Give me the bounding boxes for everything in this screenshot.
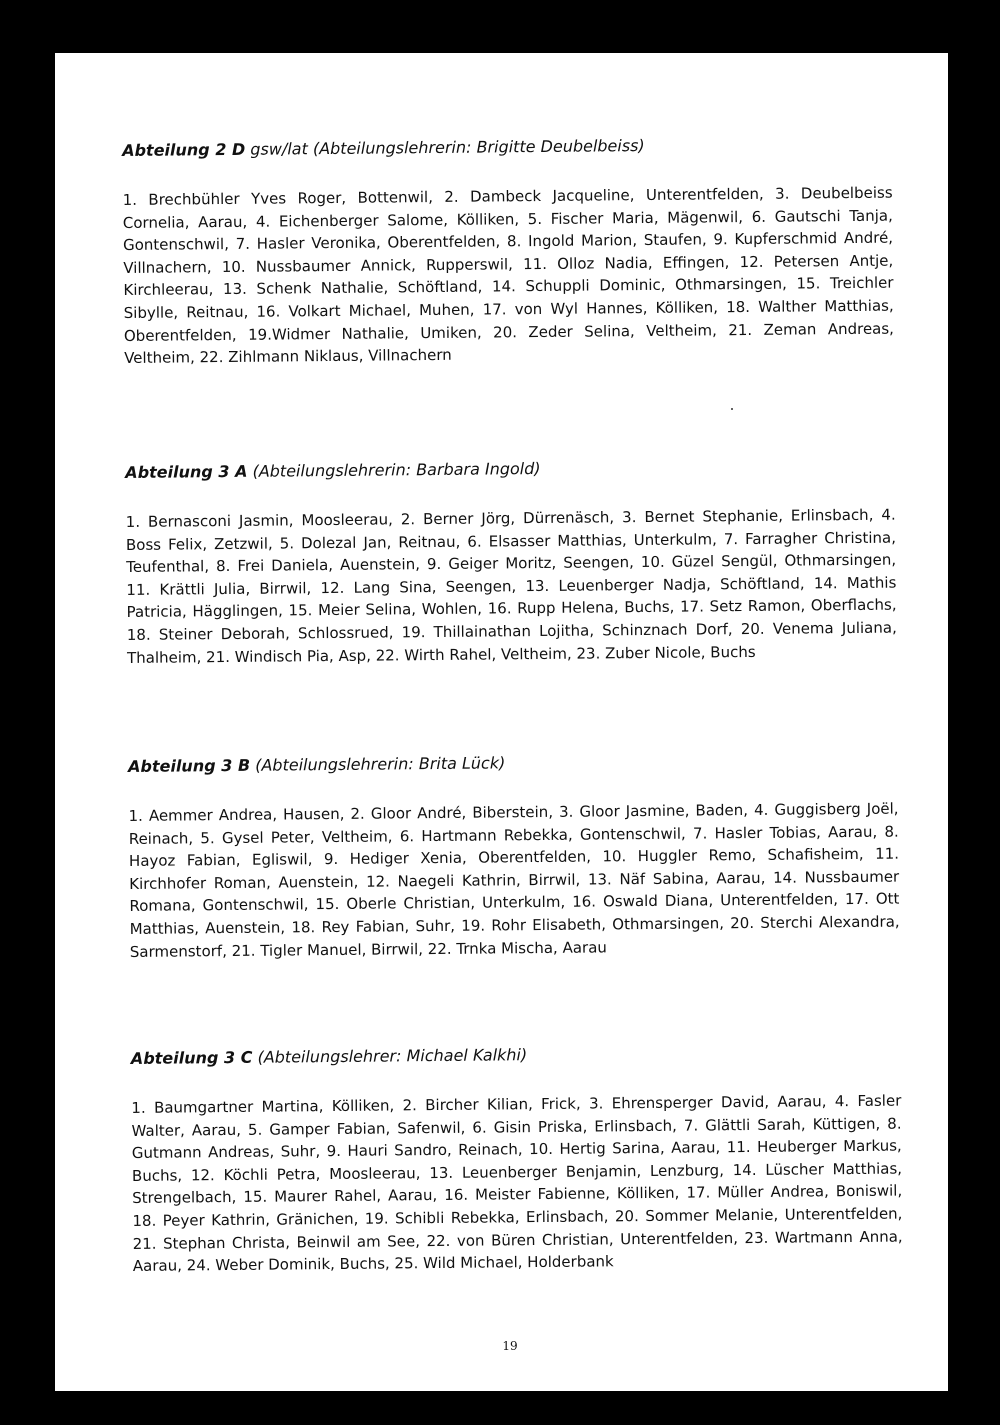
section-3a: [125, 455, 905, 667]
teacher-info: gsw/lat (Abteilungslehrerin: Brigitte Deubelbeiss): [245, 135, 645, 159]
section-heading: [122, 134, 902, 161]
department-label: Abteilung 2 D: [122, 139, 246, 160]
page-number: 19: [502, 1339, 518, 1353]
student-list: 1. Aemmer Andrea, Hausen, 2. Gloor André, Biberstein, 3. Gloor Jasmine, Baden, 4. Guggisberg Joël, Reinach, 5. Gysel Peter, Veltheim, 6. Hartmann Rebekka, Gontenschwil, 7. Hasler Tobias, Aarau, 8. Hayoz Fabian, Egliswil, 9. Hediger Xenia, Oberentfelden, 10. Huggler Remo, Schafisheim, 11. Kirchhofer Roman, Auenstein, 12. Naegeli Kathrin, Birrwil, 13. Näf Sabina, Aarau, 14. Nussbaumer Romana, Gontenschwil, 15. Oberle Christian, Unterkulm, 16. Oswald Diana, Unterentfelden, 17. Ott Matthias, Auenstein, 18. Rey Fabian, Suhr, 19. Rohr Elisabeth, Othmarsingen, 20. Sterchi Alexandra, Sarmenstorf, 21. Tigler Manuel, Birrwil, 22. Trnka Mischa, Aarau: [128, 799, 900, 961]
section-heading: [128, 749, 908, 776]
teacher-info: (Abteilungslehrerin: Barbara Ingold): [247, 458, 541, 481]
page-content: [122, 126, 903, 1276]
stray-dot: [731, 408, 733, 410]
department-label: Abteilung 3 B: [127, 755, 251, 776]
department-label: Abteilung 3 C: [130, 1047, 253, 1068]
section-heading: [131, 1041, 911, 1068]
department-label: Abteilung 3 A: [125, 461, 248, 482]
teacher-info: (Abteilungslehrer: Michael Kalkhi): [252, 1045, 528, 1067]
section-heading: [125, 455, 905, 482]
student-list: 1. Brechbühler Yves Roger, Bottenwil, 2. Dambeck Jacqueline, Unterentfelden, 3. Deubelbeiss Cornelia, Aarau, 4. Eichenberger Salome, Kölliken, 5. Fischer Maria, Mägenwil, 6. Gautschi Tanja, Gontenschwil, 7. Hasler Veronika, Oberentfelden, 8. Ingold Marion, Staufen, 9. Kupferschmid André, Villnachern, 10. Nussbaumer Annick, Rupperswil, 11. Olloz Nadia, Effingen, 12. Petersen Antje, Kirchleerau, 13. Schenk Nathalie, Schöftland, 14. Schuppli Dominic, Othmarsingen, 15. Treichler Sibylle, Reitnau, 16. Volkart Michael, Muhen, 17. von Wyl Hannes, Kölliken, 18. Walther Matthias, Oberentfelden, 19.Widmer Nathalie, Umiken, 20. Zeder Selina, Veltheim, 21. Zeman Andreas, Veltheim, 22. Zihlmann Niklaus, Villnachern: [122, 183, 894, 368]
document-page: [55, 53, 948, 1391]
section-3b: [127, 749, 908, 961]
student-list: 1. Bernasconi Jasmin, Moosleerau, 2. Berner Jörg, Dürrenäsch, 3. Bernet Stephanie, Erlinsbach, 4. Boss Felix, Zetzwil, 5. Dolezal Jan, Reitnau, 6. Elsasser Matthias, Unterkulm, 7. Farragher Christina, Teufenthal, 8. Frei Daniela, Auenstein, 9. Geiger Moritz, Seengen, 10. Güzel Sengül, Othmarsingen, 11. Krättli Julia, Birrwil, 12. Lang Sina, Seengen, 13. Leuenberger Nadja, Schöftland, 14. Mathis Patricia, Hägglingen, 15. Meier Selina, Wohlen, 16. Rupp Helena, Buchs, 17. Setz Ramon, Oberflachs, 18. Steiner Deborah, Schlossrued, 19. Thillainathan Lojitha, Schinznach Dorf, 20. Venema Juliana, Thalheim, 21. Windisch Pia, Asp, 22. Wirth Rahel, Veltheim, 23. Zuber Nicole, Buchs: [125, 505, 897, 667]
student-list: 1. Baumgartner Martina, Kölliken, 2. Bircher Kilian, Frick, 3. Ehrensperger David, Aarau, 4. Fasler Walter, Aarau, 5. Gamper Fabian, Safenwil, 6. Gisin Priska, Erlinsbach, 7. Glättli Sarah, Küttigen, 8. Gutmann Andreas, Suhr, 9. Hauri Sandro, Reinach, 10. Hertig Sarina, Aarau, 11. Heuberger Markus, Buchs, 12. Köchli Petra, Moosleerau, 13. Leuenberger Benjamin, Lenzburg, 14. Lüscher Matthias, Strengelbach, 15. Maurer Rahel, Aarau, 16. Meister Fabienne, Kölliken, 17. Müller Andrea, Boniswil, 18. Peyer Kathrin, Gränichen, 19. Schibli Rebekka, Erlinsbach, 20. Sommer Melanie, Unterentfelden, 21. Stephan Christa, Beinwil am See, 22. von Büren Christian, Unterentfelden, 23. Wartmann Anna, Aarau, 24. Weber Dominik, Buchs, 25. Wild Michael, Holderbank: [131, 1091, 903, 1276]
section-2d: [122, 134, 902, 368]
teacher-info: (Abteilungslehrerin: Brita Lück): [249, 753, 506, 775]
section-3c: [130, 1041, 911, 1276]
